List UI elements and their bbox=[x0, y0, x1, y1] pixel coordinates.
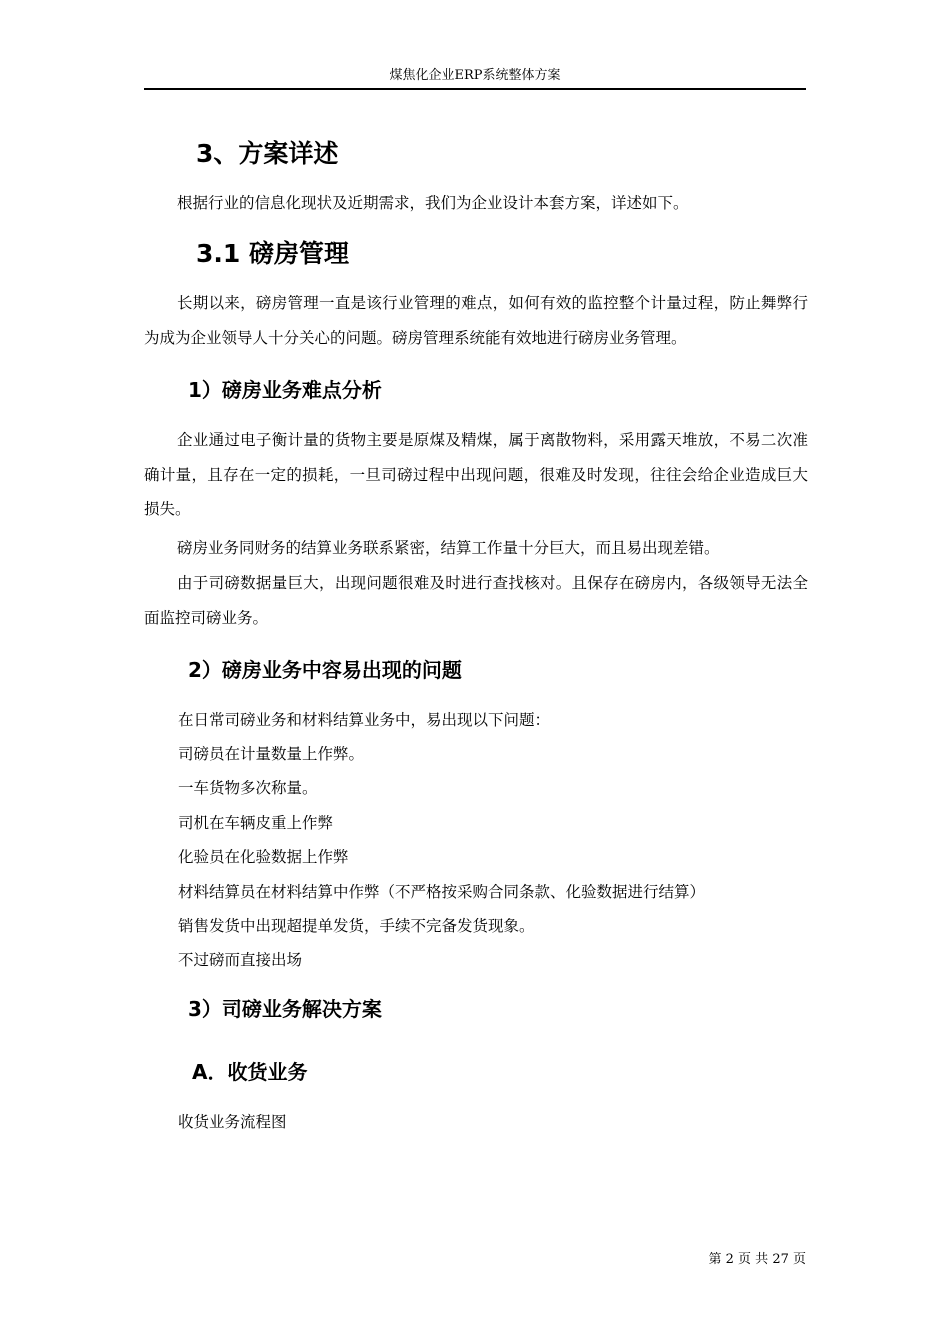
subsection-3-a-title: A．收货业务 bbox=[192, 1060, 308, 1084]
subsection-1-title: 1）磅房业务难点分析 bbox=[188, 378, 382, 402]
problem-line: 司机在车辆皮重上作弊 bbox=[178, 814, 334, 832]
problem-line: 材料结算员在材料结算中作弊（不严格按采购合同条款、化验数据进行结算） bbox=[178, 883, 706, 901]
problem-line: 司磅员在计量数量上作弊。 bbox=[178, 745, 365, 763]
problem-line: 化验员在化验数据上作弊 bbox=[178, 848, 349, 866]
section-3-title: 3、方案详述 bbox=[196, 139, 339, 168]
page-header: 煤焦化企业ERP系统整体方案 bbox=[144, 66, 806, 90]
subsection-1-paragraph-3: 由于司磅数据量巨大，出现问题很难及时进行查找核对。且保存在磅房内，各级领导无法全面监控司磅业务。 bbox=[144, 574, 808, 627]
problem-line: 不过磅而直接出场 bbox=[178, 951, 303, 969]
problem-line: 销售发货中出现超提单发货，手续不完备发货现象。 bbox=[178, 917, 535, 935]
subsection-1-paragraph-1: 企业通过电子衡计量的货物主要是原煤及精煤，属于离散物料，采用露天堆放，不易二次准确计量，且存在一定的损耗，一旦司磅过程中出现问题，很难及时发现，往往会给企业造成巨大损失。 bbox=[144, 431, 808, 518]
section-3-1-intro: 长期以来，磅房管理一直是该行业管理的难点，如何有效的监控整个计量过程，防止舞弊行为成为企业领导人十分关心的问题。磅房管理系统能有效地进行磅房业务管理。 bbox=[144, 294, 808, 347]
subsection-3-title: 3）司磅业务解决方案 bbox=[188, 997, 382, 1021]
section-3-intro: 根据行业的信息化现状及近期需求，我们为企业设计本套方案，详述如下。 bbox=[177, 194, 689, 212]
problem-line: 在日常司磅业务和材料结算业务中，易出现以下问题： bbox=[178, 711, 551, 729]
section-3-1-title: 3.1 磅房管理 bbox=[196, 239, 349, 268]
subsection-1-paragraph-2: 磅房业务同财务的结算业务联系紧密，结算工作量十分巨大，而且易出现差错。 bbox=[177, 539, 720, 557]
page-number: 第 2 页 共 27 页 bbox=[708, 1252, 806, 1267]
subsection-2-title: 2）磅房业务中容易出现的问题 bbox=[188, 658, 462, 682]
flowchart-caption: 收货业务流程图 bbox=[178, 1113, 287, 1131]
problem-line: 一车货物多次称量。 bbox=[178, 779, 318, 797]
